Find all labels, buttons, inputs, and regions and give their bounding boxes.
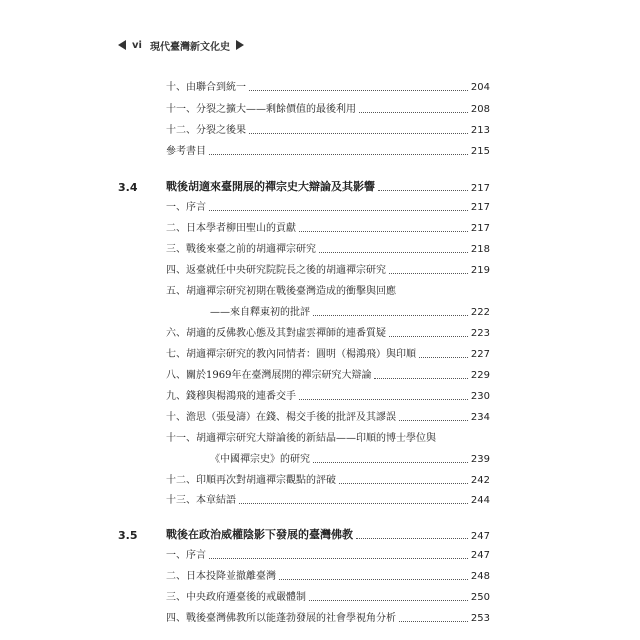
toc-entry-title: 四、返臺就任中央研究院院長之後的胡適禪宗研究 xyxy=(166,265,386,276)
section-title: 戰後胡適來臺開展的禪宗史大辯論及其影響 xyxy=(166,180,375,193)
dot-leader xyxy=(309,600,468,601)
toc-entry-page: 222 xyxy=(470,307,490,318)
toc-entry-continuation[interactable] xyxy=(210,450,490,466)
toc-entry-title: 六、胡適的反佛教心態及其對虛雲禪師的連番質疑 xyxy=(166,328,386,339)
toc-entry-page: 247 xyxy=(470,550,490,561)
toc-entry[interactable] xyxy=(166,546,490,562)
dot-leader xyxy=(319,252,468,253)
dot-leader xyxy=(378,190,468,191)
toc-entry-page: 204 xyxy=(470,82,490,93)
dot-leader xyxy=(399,621,468,622)
dot-leader xyxy=(359,112,468,113)
toc-entry[interactable] xyxy=(166,366,490,382)
toc-entry-page: 217 xyxy=(470,223,490,234)
section-page: 247 xyxy=(470,531,490,542)
toc-entry-page: 250 xyxy=(470,592,490,603)
toc-entry[interactable] xyxy=(166,588,490,604)
toc-entry-page: 227 xyxy=(470,349,490,360)
toc-entry-title: 十二、分裂之後果 xyxy=(166,125,246,136)
dot-leader xyxy=(249,133,468,134)
toc-entry-page: 244 xyxy=(470,495,490,506)
toc-entry-title: 三、戰後來臺之前的胡適禪宗研究 xyxy=(166,244,316,255)
dot-leader xyxy=(209,154,468,155)
toc-entry-page: 248 xyxy=(470,571,490,582)
toc-entry-page: 219 xyxy=(470,265,490,276)
dot-leader xyxy=(209,210,468,211)
toc-entry-page: 217 xyxy=(470,202,490,213)
toc-entry[interactable] xyxy=(166,324,490,340)
section-title: 戰後在政治威權陰影下發展的臺灣佛教 xyxy=(166,528,353,541)
section-heading-3-5[interactable] xyxy=(118,524,490,542)
dot-leader xyxy=(313,462,468,463)
dot-leader xyxy=(209,558,468,559)
toc-entry[interactable] xyxy=(166,261,490,277)
toc-entry-page: 253 xyxy=(470,613,490,624)
toc-entry-title: 一、序言 xyxy=(166,550,206,561)
toc-entry-title: 九、錢穆與楊鴻飛的連番交手 xyxy=(166,391,296,402)
dot-leader xyxy=(313,315,468,316)
toc-entry-page: 234 xyxy=(470,412,490,423)
dot-leader xyxy=(299,231,468,232)
toc-entry-page: 229 xyxy=(470,370,490,381)
toc-entry[interactable] xyxy=(166,78,490,94)
toc-entry-title: 八、關於1969年在臺灣展開的禪宗研究大辯論 xyxy=(166,370,372,381)
running-header xyxy=(118,38,244,52)
dot-leader xyxy=(399,420,468,421)
toc-entry-title: 十一、胡適禪宗研究大辯論後的新結晶——印順的博士學位與 xyxy=(166,433,436,444)
toc-entry-title: 二、日本學者柳田聖山的貢獻 xyxy=(166,223,296,234)
toc-entry-page: 239 xyxy=(470,454,490,465)
section-number: 3.4 xyxy=(118,181,138,194)
toc-entry[interactable] xyxy=(166,282,490,298)
toc-entry[interactable] xyxy=(166,121,490,137)
toc-entry[interactable] xyxy=(166,100,490,116)
toc-entry[interactable] xyxy=(166,345,490,361)
toc-entry[interactable] xyxy=(166,567,490,583)
toc-entry-title: ——來自釋東初的批評 xyxy=(210,307,310,318)
toc-entry[interactable] xyxy=(166,240,490,256)
book-title: 現代臺灣新文化史 xyxy=(149,41,230,53)
triangle-left-icon xyxy=(118,40,126,50)
toc-entry-title: 十一、分裂之擴大——剩餘價值的最後利用 xyxy=(166,104,356,115)
toc-entry-title: 十、由聯合到統一 xyxy=(166,82,246,93)
toc-entry-title: 十、澹思（張曼濤）在錢、楊交手後的批評及其謬誤 xyxy=(166,412,396,423)
toc-entry[interactable] xyxy=(166,429,490,445)
toc-entry-title: 十二、印順再次對胡適禪宗觀點的評破 xyxy=(166,475,336,486)
toc-entry-title: 一、序言 xyxy=(166,202,206,213)
toc-entry-page: 213 xyxy=(470,125,490,136)
toc-entry-title: 四、戰後臺灣佛教所以能蓬勃發展的社會學視角分析 xyxy=(166,613,396,624)
dot-leader xyxy=(239,503,468,504)
toc-entry[interactable] xyxy=(166,491,490,507)
toc-entry-title: 《中國禪宗史》的研究 xyxy=(210,454,310,465)
toc-entry-page: 223 xyxy=(470,328,490,339)
section-number: 3.5 xyxy=(118,529,138,542)
toc-entry-page: 208 xyxy=(470,104,490,115)
toc-entry[interactable] xyxy=(166,142,490,158)
toc-entry-page: 242 xyxy=(470,475,490,486)
dot-leader xyxy=(419,357,468,358)
dot-leader xyxy=(279,579,468,580)
triangle-right-icon xyxy=(236,40,244,50)
dot-leader xyxy=(356,538,468,539)
dot-leader xyxy=(389,273,468,274)
toc-entry-continuation[interactable] xyxy=(210,303,490,319)
toc-entry[interactable] xyxy=(166,387,490,403)
toc-entry-title: 五、胡適禪宗研究初期在戰後臺灣造成的衝擊與回應 xyxy=(166,286,396,297)
dot-leader xyxy=(299,399,468,400)
dot-leader xyxy=(249,90,468,91)
toc-entry[interactable] xyxy=(166,219,490,235)
page-number: vi xyxy=(132,39,142,51)
toc-entry-title: 二、日本投降並撤離臺灣 xyxy=(166,571,276,582)
toc-entry-page: 215 xyxy=(470,146,490,157)
toc-entry-title: 三、中央政府遷臺後的戒嚴體制 xyxy=(166,592,306,603)
toc-entry-title: 十三、本章結語 xyxy=(166,495,236,506)
dot-leader xyxy=(374,378,467,379)
section-page: 217 xyxy=(470,183,490,194)
section-heading-3-4[interactable] xyxy=(118,176,490,194)
dot-leader xyxy=(389,336,468,337)
toc-entry[interactable] xyxy=(166,471,490,487)
toc-entry[interactable] xyxy=(166,198,490,214)
dot-leader xyxy=(339,483,468,484)
toc-entry-title: 參考書目 xyxy=(166,146,206,157)
toc-entry[interactable] xyxy=(166,609,490,625)
toc-entry-page: 230 xyxy=(470,391,490,402)
toc-entry-page: 218 xyxy=(470,244,490,255)
toc-entry-title: 七、胡適禪宗研究的教內同情者：圓明（楊鴻飛）與印順 xyxy=(166,349,416,360)
toc-entry[interactable] xyxy=(166,408,490,424)
